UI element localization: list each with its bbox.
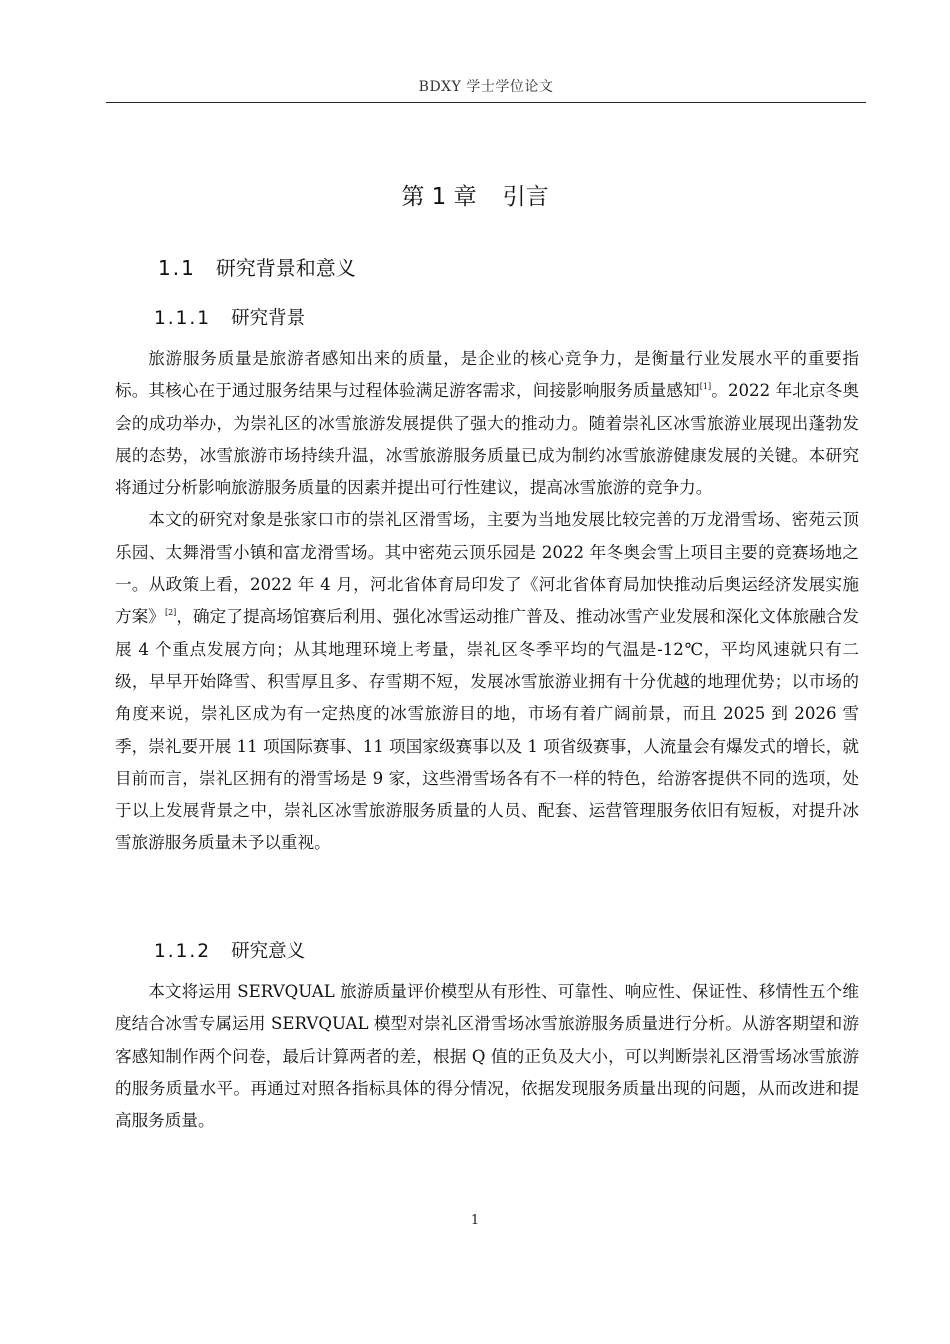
subsection-title: 研究背景 xyxy=(231,308,306,329)
chapter-title xyxy=(0,178,950,211)
page-number: 1 xyxy=(470,1213,480,1228)
section-heading-1-1 xyxy=(158,252,356,281)
paragraph: 本文将运用 SERVQUAL 旅游质量评价模型从有形性、可靠性、响应性、保证性、移情性五个维度结合冰雪专属运用 SERVQUAL 模型对崇礼区滑雪场冰雪旅游服务质量进行分析。从游客期望和游客感知制作两个问卷，最后计算两者的差，根据 Q 值的正负及大小，可以判断崇礼区滑雪场冰雪旅游的服务质量水平。再通过对照各指标具体的得分情况，依据发现服务质量出现的问题，从而改进和提高服务质量。 xyxy=(115,982,859,1131)
citation-ref[interactable]: [2] xyxy=(164,608,177,618)
chapter-number: 第 1 章 xyxy=(401,184,477,210)
subsection-number: 1.1.1 xyxy=(154,308,212,329)
paragraph xyxy=(115,504,859,859)
body-text-significance xyxy=(115,976,859,1137)
citation-ref[interactable]: [1] xyxy=(699,382,712,392)
body-text-background xyxy=(115,343,859,860)
paragraph-text: ，确定了提高场馆赛后利用、强化冰雪运动推广普及、推动冰雪产业发展和深化文体旅融合发展 4 个重点发展方向；从其地理环境上考量，崇礼区冬季平均的气温是-12℃，平均风速就只有二级，早早开始降雪、积雪厚且多、存雪期不短，发展冰雪旅游业拥有十分优越的地理优势；以市场的角度来说，崇礼区成为有一定热度的冰雪旅游目的地，市场有着广阔前景，而且 2025 到 2026 雪季，崇礼要开展 11 项国际赛事、11 项国家级赛事以及 1 项省级赛事，人流量会有爆发式的增长，就目前而言，崇礼区拥有的滑雪场是 9 家，这些滑雪场各有不一样的特色，给游客提供不同的选项，处于以上发展背景之中，崇礼区冰雪旅游服务质量的人员、配套、运营管理服务依旧有短板，对提升冰雪旅游服务质量未予以重视。 xyxy=(115,607,860,853)
subsection-title: 研究意义 xyxy=(231,941,306,962)
subsection-number: 1.1.2 xyxy=(154,941,212,962)
chapter-name: 引言 xyxy=(502,184,549,210)
paragraph xyxy=(115,343,859,504)
subsection-heading-1-1-1 xyxy=(154,304,305,330)
subsection-heading-1-1-2 xyxy=(154,937,305,963)
paragraph-text: 旅游服务质量是旅游者感知出来的质量，是企业的核心竞争力，是衡量行业发展水平的重要指标。其核心在于通过服务结果与过程体验满足游客需求，间接影响服务质量感知 xyxy=(115,349,859,401)
section-number: 1.1 xyxy=(158,256,196,280)
running-header: BDXY 学士学位论文 xyxy=(418,79,554,95)
header-rule xyxy=(106,102,866,103)
section-title: 研究背景和意义 xyxy=(215,256,356,280)
paragraph-text: 本文的研究对象是张家口市的崇礼区滑雪场，主要为当地发展比较完善的万龙滑雪场、密苑云顶乐园、太舞滑雪小镇和富龙滑雪场。其中密苑云顶乐园是 2022 年冬奥会雪上项目主要的竞赛场地之一。从政策上看，2022 年 4 月，河北省体育局印发了《河北省体育局加快推动后奥运经济发展实施方案》 xyxy=(115,510,859,627)
paragraph-text: 。2022 年北京冬奥会的成功举办，为崇礼区的冰雪旅游发展提供了强大的推动力。随着崇礼区冰雪旅游业展现出蓬勃发展的态势，冰雪旅游市场持续升温，冰雪旅游服务质量已成为制约冰雪旅游健康发展的关键。本研究将通过分析影响旅游服务质量的因素并提出可行性建议，提高冰雪旅游的竞争力。 xyxy=(115,381,859,498)
